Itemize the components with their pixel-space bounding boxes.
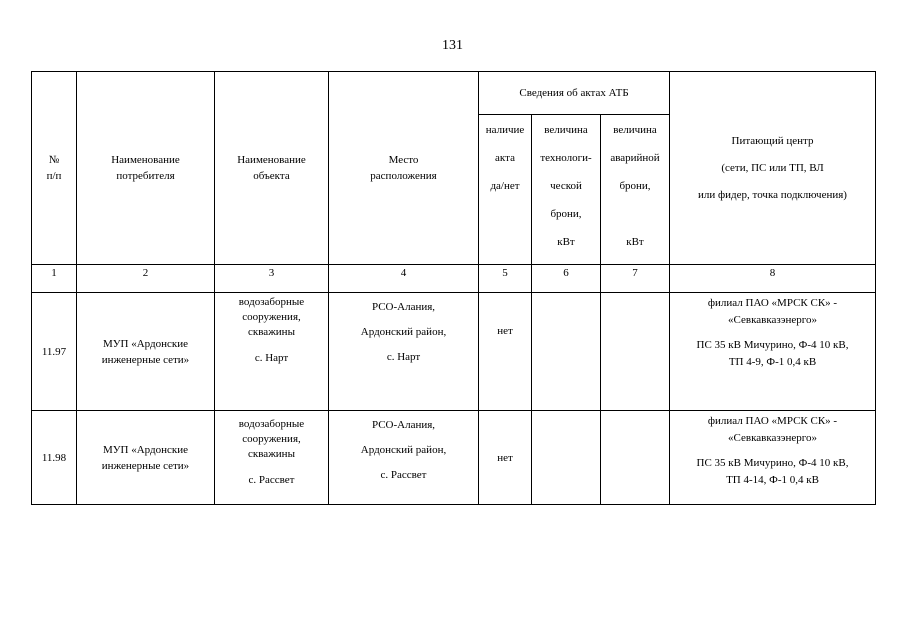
column-number: 1	[32, 265, 77, 293]
header-power-center-cell: Питающий центр (сети, ПС или ТП, ВЛ или фидер, точка подключения)	[670, 72, 876, 265]
tech-reserve-value	[532, 411, 601, 505]
page-number: 131	[442, 38, 463, 53]
emergency-reserve-value	[601, 293, 670, 411]
object-name: водозаборные сооружения, скважины с. Нарт	[215, 293, 329, 411]
header-atb-group-cell: Сведения об актах АТБ	[479, 72, 670, 115]
emergency-reserve-value	[601, 411, 670, 505]
column-number: 3	[215, 265, 329, 293]
location: РСО-Алания, Ардонский район, с. Рассвет	[329, 411, 479, 505]
consumer-name: МУП «Ардонские инженерные сети»	[77, 293, 215, 411]
act-present: нет	[479, 411, 532, 505]
column-number-row	[32, 265, 876, 293]
power-center: филиал ПАО «МРСК СК» - «Севкавказэнерго» ПС 35 кВ Мичурино, Ф-4 10 кВ, ТП 4-9, Ф-1 0,4 кВ	[670, 293, 876, 411]
header-location-cell: Место расположения	[329, 72, 479, 265]
column-number: 2	[77, 265, 215, 293]
tech-reserve-value	[532, 293, 601, 411]
header-number-cell: № п/п	[32, 72, 77, 265]
row-number: 11.97	[32, 293, 77, 411]
column-number: 4	[329, 265, 479, 293]
header-act-cell: наличие акта да/нет	[479, 115, 532, 265]
atb-table	[31, 71, 876, 505]
header-emergency-reserve-cell: величина аварийной брони, кВт	[601, 115, 670, 265]
power-center: филиал ПАО «МРСК СК» - «Севкавказэнерго» ПС 35 кВ Мичурино, Ф-4 10 кВ, ТП 4-14, Ф-1 0,4 кВ	[670, 411, 876, 505]
location: РСО-Алания, Ардонский район, с. Нарт	[329, 293, 479, 411]
column-number: 7	[601, 265, 670, 293]
column-number: 8	[670, 265, 876, 293]
header-row-top	[32, 72, 876, 115]
column-number: 6	[532, 265, 601, 293]
table-row	[32, 293, 876, 411]
header-consumer-cell: Наименование потребителя	[77, 72, 215, 265]
object-name: водозаборные сооружения, скважины с. Рассвет	[215, 411, 329, 505]
table-row	[32, 411, 876, 505]
header-object-cell: Наименование объекта	[215, 72, 329, 265]
column-number: 5	[479, 265, 532, 293]
act-present: нет	[479, 293, 532, 411]
consumer-name: МУП «Ардонские инженерные сети»	[77, 411, 215, 505]
header-tech-reserve-cell: величина технологи- ческой брони, кВт	[532, 115, 601, 265]
row-number: 11.98	[32, 411, 77, 505]
